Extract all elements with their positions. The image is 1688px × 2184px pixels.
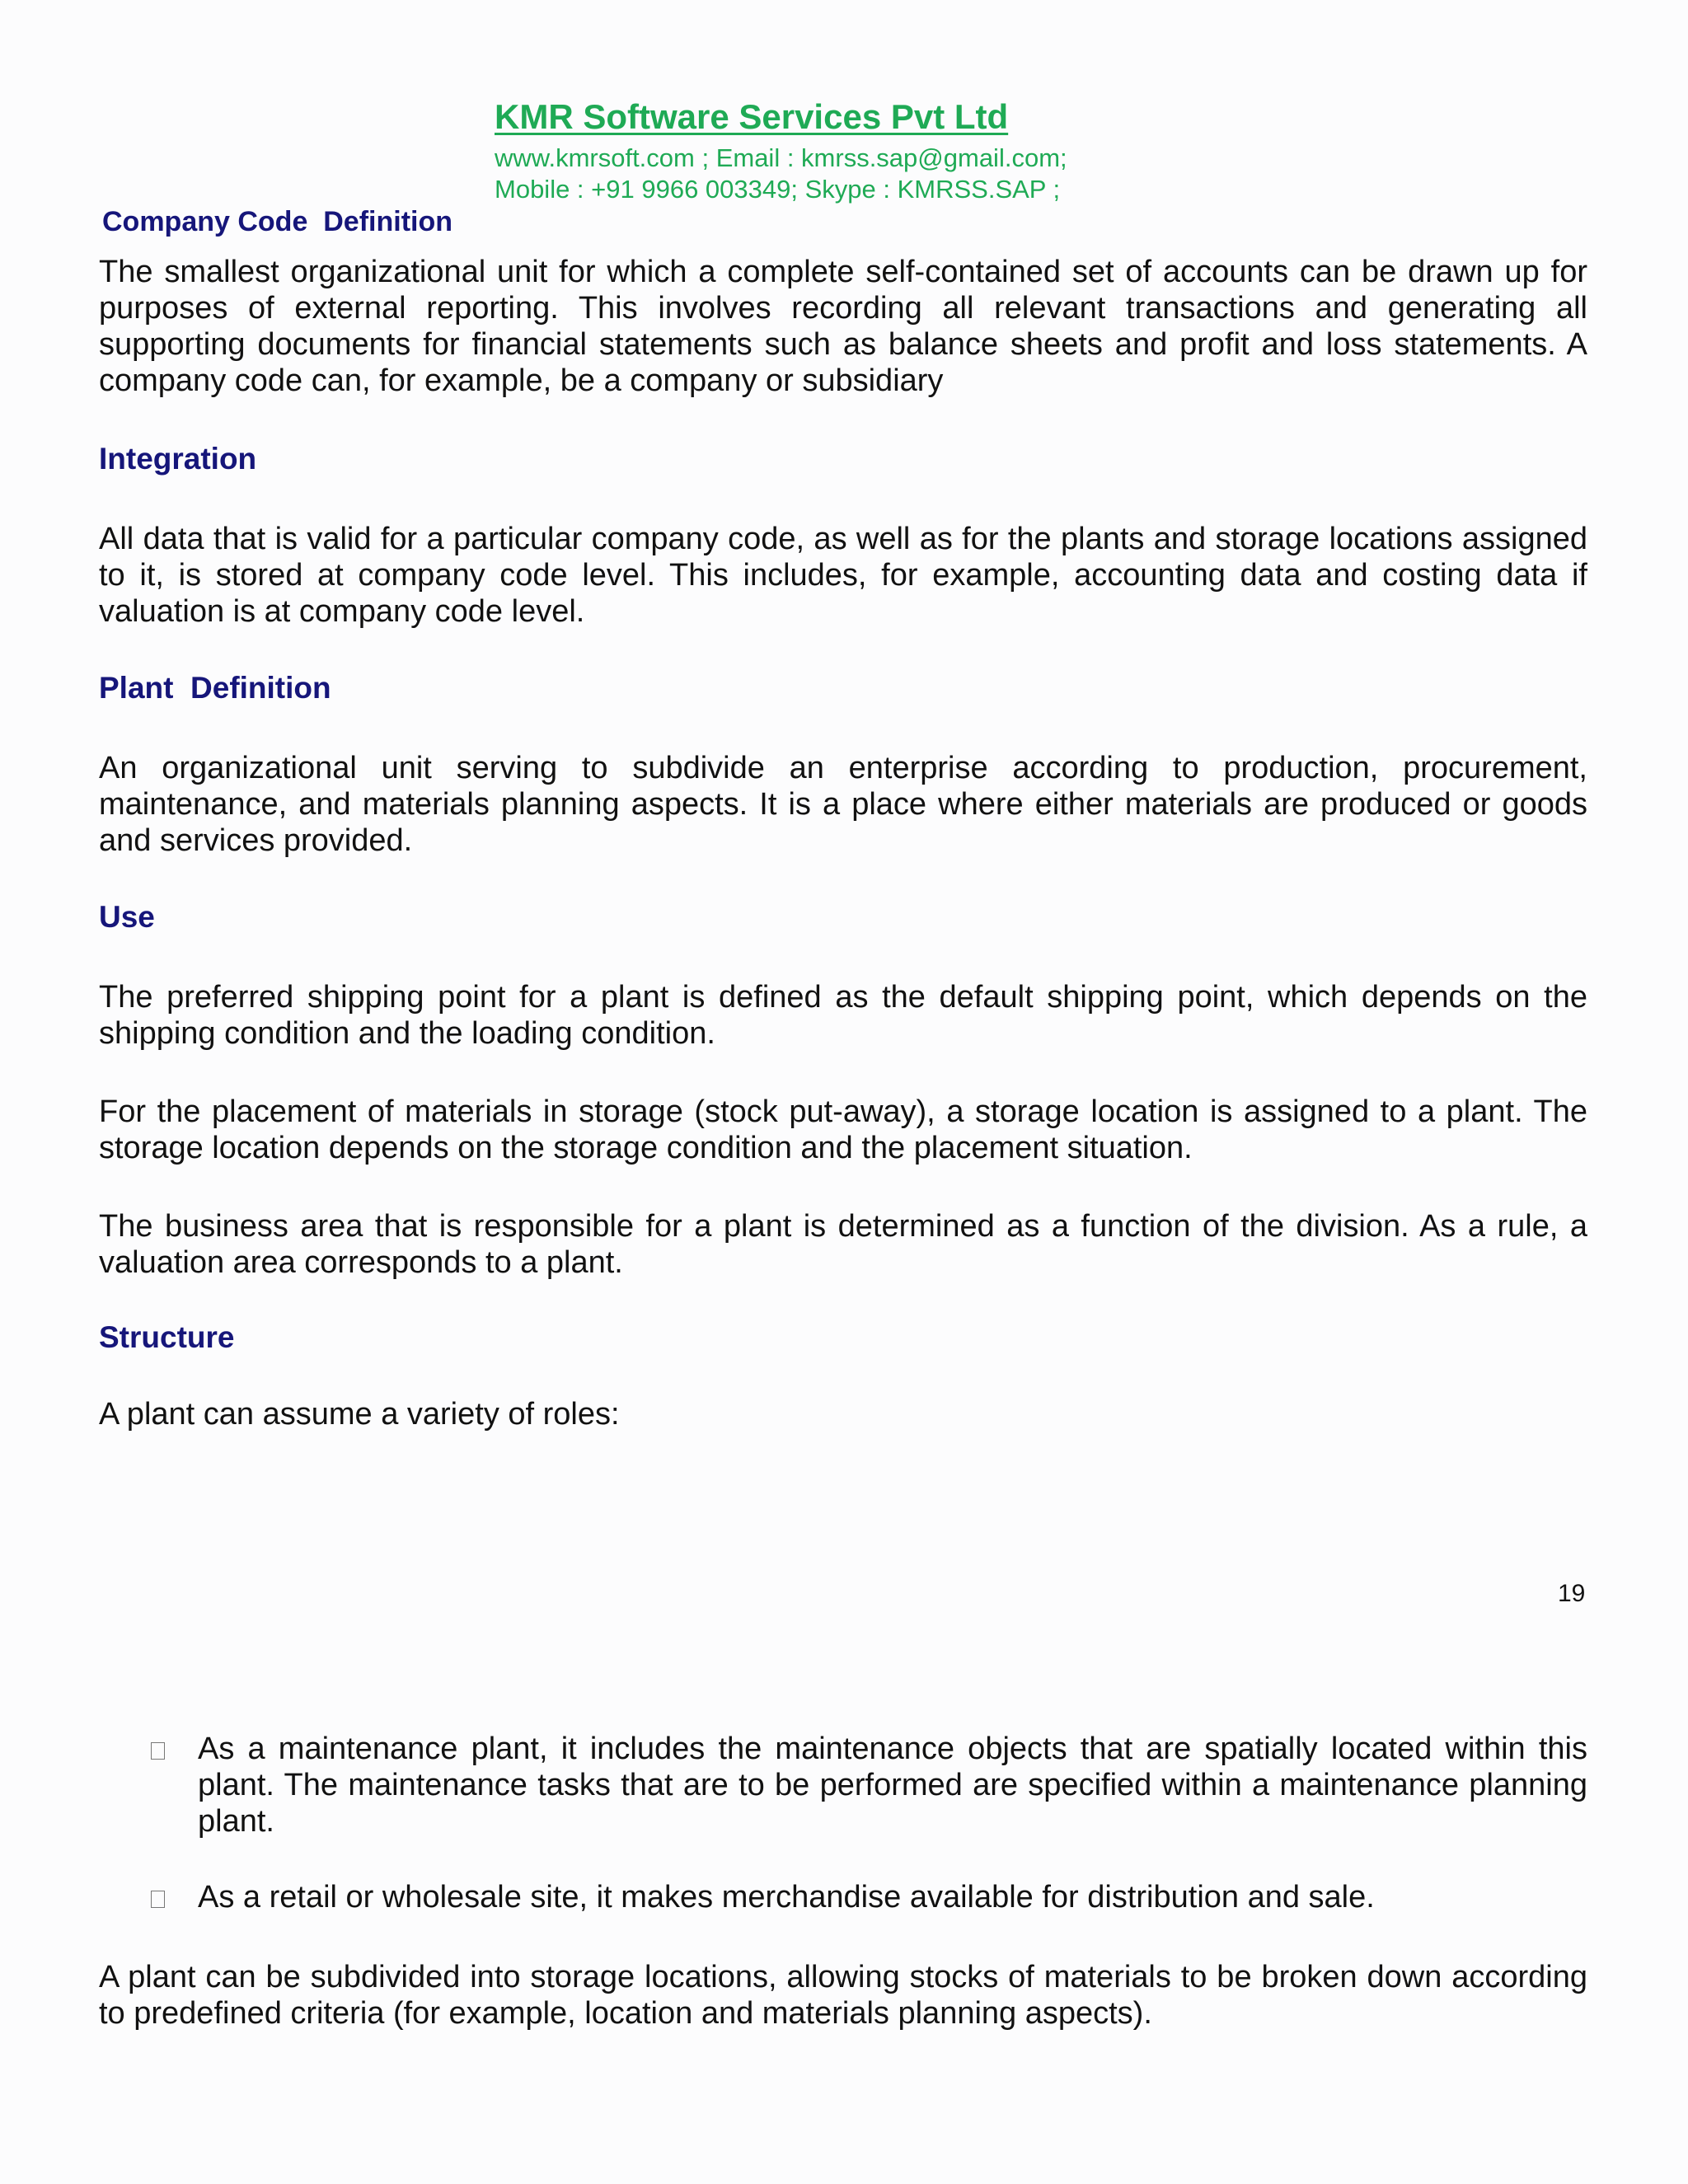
use-paragraph-shipping: The preferred shipping point for a plant is defined as the default shipping point, which depends on the shipping condition and the loading condition. xyxy=(99,980,1587,1051)
plant-definition-heading: Plant Definition xyxy=(99,671,331,705)
bullet-marker-icon xyxy=(151,1891,165,1908)
integration-heading: Integration xyxy=(99,442,257,476)
contact-line-web-email: www.kmrsoft.com ; Email : kmrss.sap@gmail.com; xyxy=(495,143,1067,172)
use-heading: Use xyxy=(99,900,155,934)
bullet-item-retail-site: As a retail or wholesale site, it makes merchandise available for distribution and sale. xyxy=(198,1880,1375,1915)
bullet-marker-icon xyxy=(151,1742,165,1760)
structure-heading: Structure xyxy=(99,1320,235,1354)
use-paragraph-business-area: The business area that is responsible for a plant is determined as a function of the division. As a rule, a valuation area corresponds to a plant. xyxy=(99,1209,1587,1280)
company-name: KMR Software Services Pvt Ltd xyxy=(495,97,1009,136)
company-code-heading: Company Code Definition xyxy=(102,206,452,237)
storage-locations-paragraph: A plant can be subdivided into storage locations, allowing stocks of materials to be broken down according to predefined criteria (for example, location and materials planning aspects). xyxy=(99,1960,1587,2031)
company-code-paragraph: The smallest organizational unit for which a complete self-contained set of accounts can be drawn up for purposes of external reporting. This involves recording all relevant transactions and generating all supporting documents for financial statements such as balance sheets and profit and loss statements. A company code can, for example, be a company or subsidiary xyxy=(99,255,1587,398)
structure-paragraph: A plant can assume a variety of roles: xyxy=(99,1397,620,1432)
plant-definition-paragraph: An organizational unit serving to subdivide an enterprise according to production, procurement, maintenance, and materials planning aspects. It is a place where either materials are produced or goods and services provided. xyxy=(99,751,1587,858)
use-paragraph-storage: For the placement of materials in storage (stock put-away), a storage location is assigned to a plant. The storage location depends on the storage condition and the placement situation. xyxy=(99,1094,1587,1165)
page-number: 19 xyxy=(1558,1580,1586,1607)
contact-line-phone-skype: Mobile : +91 9966 003349; Skype : KMRSS.SAP ; xyxy=(495,175,1061,204)
bullet-item-maintenance-plant: As a maintenance plant, it includes the maintenance objects that are spatially located within this plant. The maintenance tasks that are to be performed are specified within a maintenance planning plant. xyxy=(198,1732,1587,1839)
integration-paragraph: All data that is valid for a particular company code, as well as for the plants and storage locations assigned to it, is stored at company code level. This includes, for example, accounting data and costing data if valuation is at company code level. xyxy=(99,522,1587,629)
